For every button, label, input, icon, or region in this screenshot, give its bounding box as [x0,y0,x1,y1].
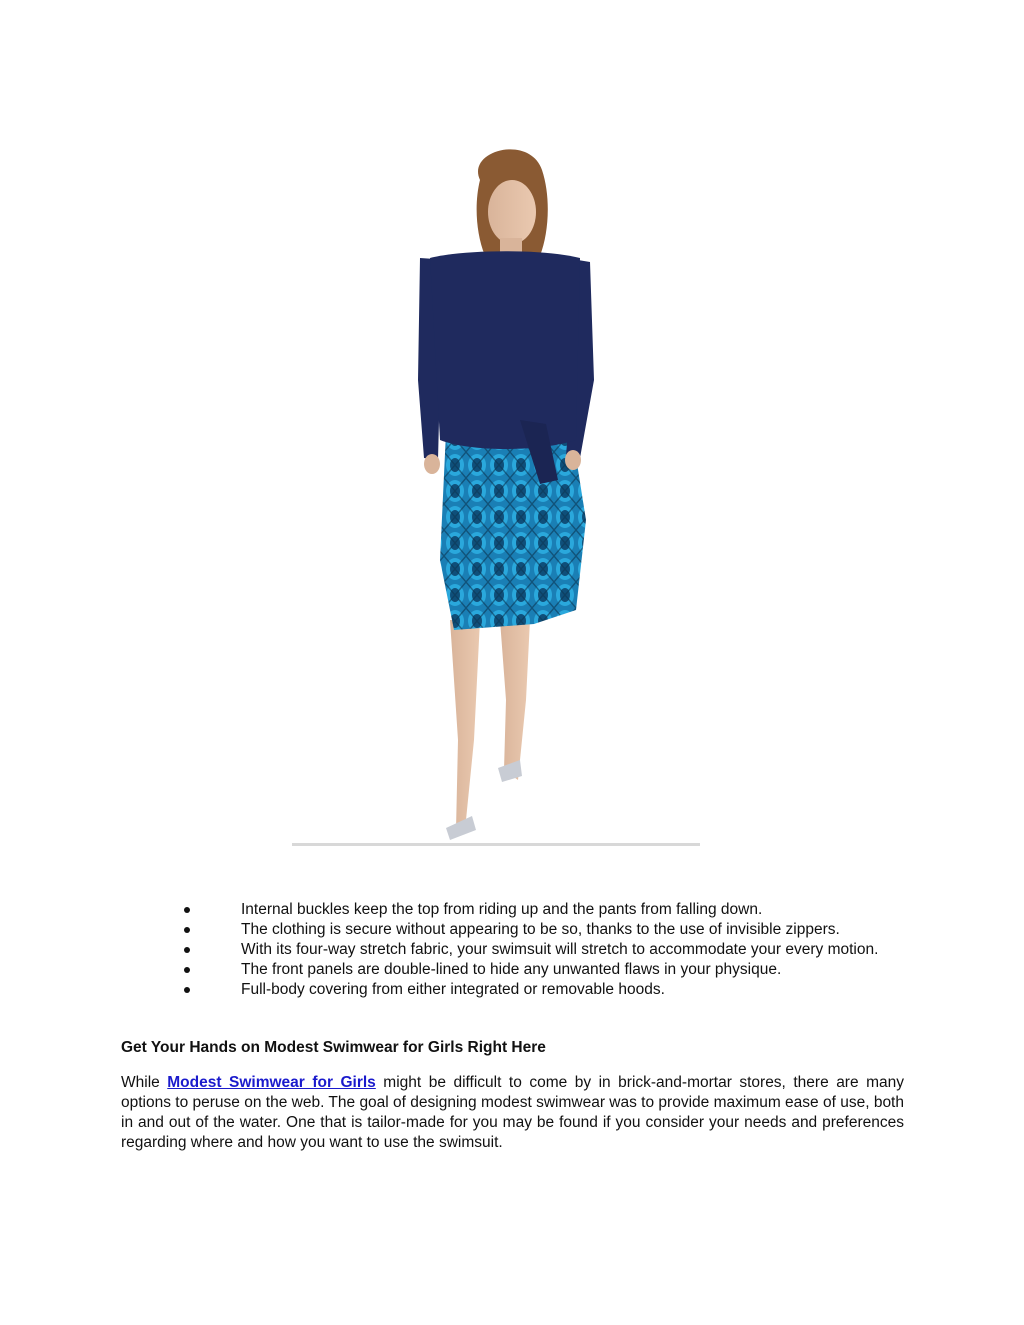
list-item-text: Full-body covering from either integrated or removable hoods. [241,981,665,998]
modest-swimwear-link[interactable]: Modest Swimwear for Girls [167,1074,376,1091]
bullet-icon [184,967,190,973]
list-item [180,960,904,980]
list-item-text: Internal buckles keep the top from riding up and the pants from falling down. [241,901,763,918]
list-item [180,980,904,1000]
list-item [180,920,904,940]
bullet-icon [184,907,190,913]
list-item-text: The clothing is secure without appearing to be so, thanks to the use of invisible zippers. [241,921,840,938]
product-photo [290,140,702,852]
list-item-text: The front panels are double-lined to hide any unwanted flaws in your physique. [241,961,782,978]
list-item [180,900,904,920]
list-item-text: With its four-way stretch fabric, your swimsuit will stretch to accommodate your every motion. [241,941,879,958]
model-photo-icon [290,140,702,852]
bullet-icon [184,927,190,933]
para-rest: might be difficult to come by in brick-and-mortar stores, there are many options to peruse on the web. The goal of designing modest swimwear was to provide maximum ease of use, both in and out of the water. One that is tailor-made for you may be found if you consider your needs and preferences regarding where and how you want to use the swimsuit. [121,1074,904,1151]
bullet-icon [184,987,190,993]
para-start: While [121,1074,168,1091]
section-paragraph [121,1073,904,1153]
list-item [180,940,904,960]
section-heading: Get Your Hands on Modest Swimwear for Girls Right Here [121,1039,546,1056]
bullet-icon [184,947,190,953]
feature-list [180,900,904,1000]
